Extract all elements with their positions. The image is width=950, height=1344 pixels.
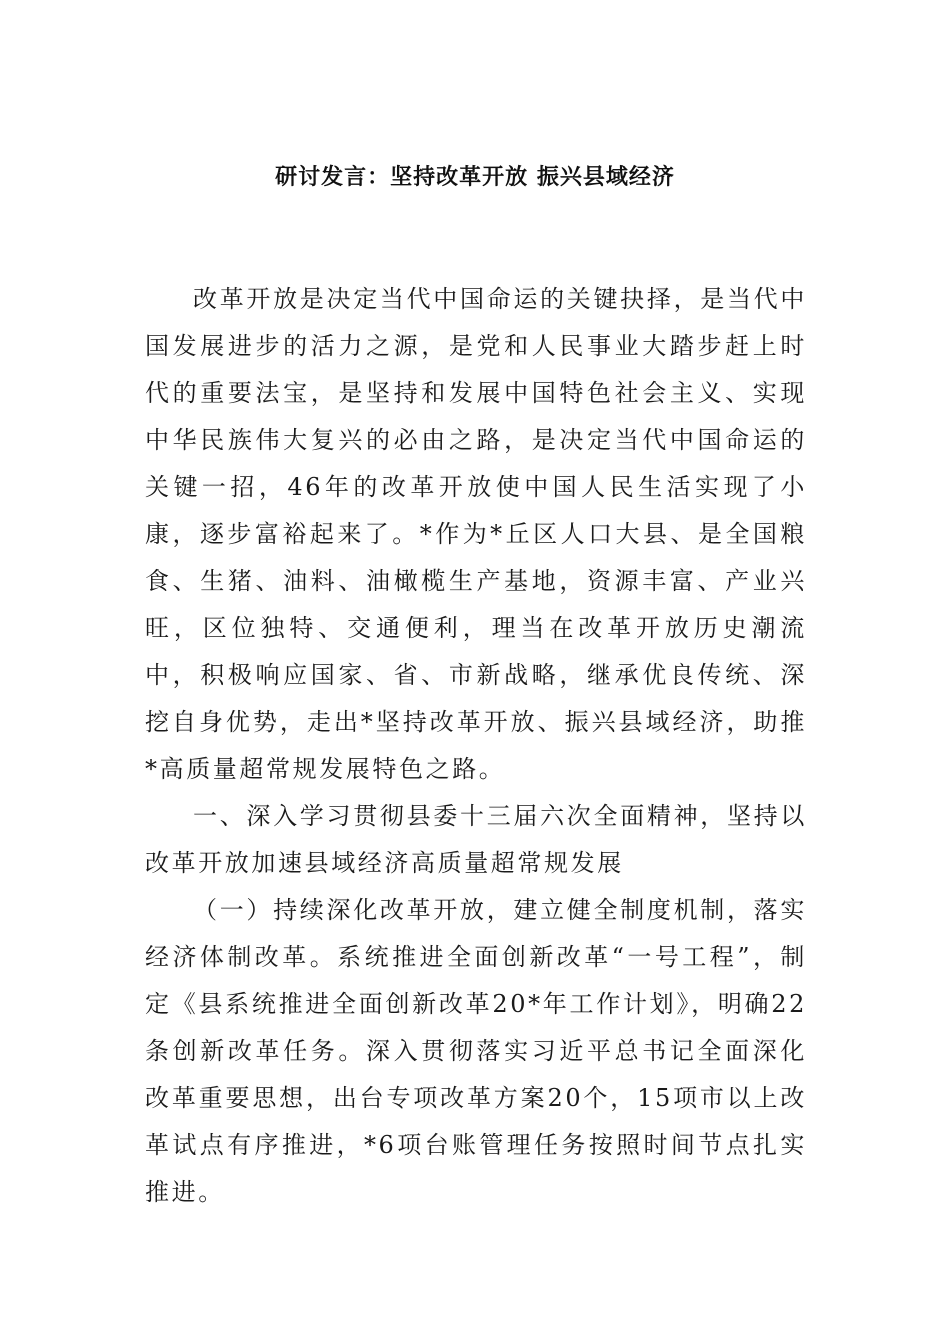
document-body	[145, 276, 807, 1216]
paragraph-intro: 改革开放是决定当代中国命运的关键抉择，是当代中国发展进步的活力之源，是党和人民事业大踏步赶上时代的重要法宝，是坚持和发展中国特色社会主义、实现中华民族伟大复兴的必由之路，是决定当代中国命运的关键一招，46年的改革开放使中国人民生活实现了小康，逐步富裕起来了。*作为*丘区人口大县、是全国粮食、生猪、油料、油橄榄生产基地，资源丰富、产业兴旺，区位独特、交通便利，理当在改革开放历史潮流中，积极响应国家、省、市新战略，继承优良传统、深挖自身优势，走出*坚持改革开放、振兴县域经济，助推*高质量超常规发展特色之路。	[145, 285, 807, 783]
document-title: 研讨发言：坚持改革开放 振兴县域经济	[275, 165, 675, 190]
paragraph-subsection-1: （一）持续深化改革开放，建立健全制度机制，落实经济体制改革。系统推进全面创新改革“一号工程”，制定《县系统推进全面创新改革20*年工作计划》，明确22条创新改革任务。深入贯彻落实习近平总书记全面深化改革重要思想，出台专项改革方案20个，15项市以上改革试点有序推进，*6项台账管理任务按照时间节点扎实推进。	[145, 896, 807, 1206]
paragraph-section-heading-1: 一、深入学习贯彻县委十三届六次全面精神，坚持以改革开放加速县域经济高质量超常规发展	[145, 802, 807, 877]
